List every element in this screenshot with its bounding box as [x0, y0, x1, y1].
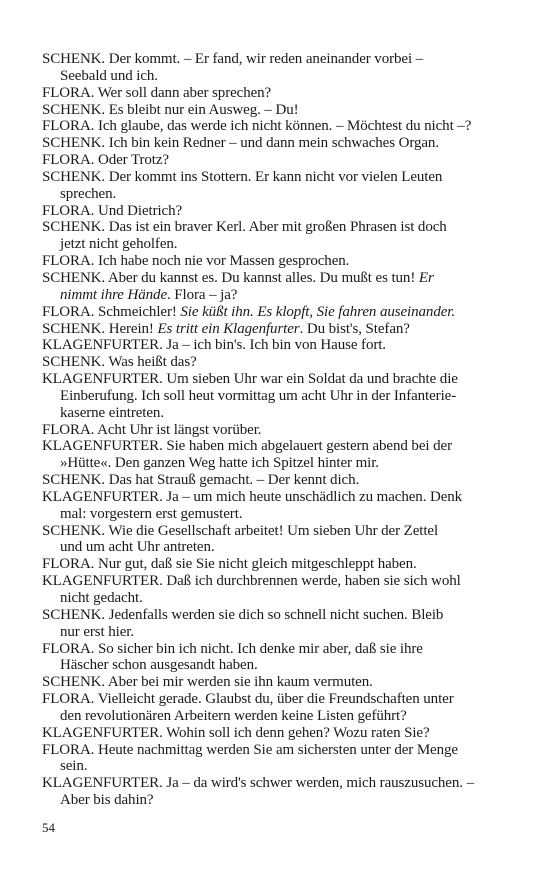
line-text: jetzt nicht geholfen.	[60, 236, 178, 253]
speech-line	[42, 641, 480, 658]
speech-line	[42, 691, 480, 708]
line-text: nicht gedacht.	[60, 590, 143, 606]
speech-line	[42, 607, 480, 624]
speech-line	[42, 304, 480, 321]
line-text: KLAGENFURTER. Um sieben Uhr war ein Soldat da und brachte die	[42, 371, 458, 388]
line-text: Aber bis dahin?	[60, 792, 154, 809]
line-text: FLORA. Ich glaube, das werde ich nicht können. – Möchtest du nicht –?	[42, 118, 472, 135]
line-text: FLORA. Wer soll dann aber sprechen?	[42, 84, 272, 101]
line-text: FLORA. Heute nachmittag werden Sie am sichersten unter der Menge	[42, 741, 458, 758]
line-text: sprechen.	[60, 185, 117, 202]
speech-line	[42, 135, 480, 152]
line-text: SCHENK. Wie die Gesellschaft arbeitet! Um sieben Uhr der Zettel	[42, 522, 439, 539]
line-text: »Hütte«. Den ganzen Weg hatte ich Spitzel hinter mir.	[60, 455, 379, 472]
stage-direction: Sie küßt ihn. Es klopft, Sie fahren auseinander.	[180, 303, 456, 320]
continuation-line	[42, 708, 480, 725]
line-text: nur erst hier.	[60, 623, 134, 640]
continuation-line	[42, 405, 480, 422]
speech-line	[42, 337, 480, 354]
speech-line	[42, 102, 480, 119]
continuation-line	[42, 624, 480, 641]
line-text: FLORA. So sicher bin ich nicht. Ich denke mir aber, daß sie ihre	[42, 640, 423, 657]
line-text: SCHENK. Das ist ein braver Kerl. Aber mit großen Phrasen ist doch	[42, 219, 447, 236]
continuation-line	[42, 539, 480, 556]
speech-line	[42, 556, 480, 573]
line-text: SCHENK. Es bleibt nur ein Ausweg. – Du!	[42, 101, 299, 118]
line-text: SCHENK. Der kommt. – Er fand, wir reden aneinander vorbei –	[42, 51, 424, 67]
speech-line	[42, 354, 480, 371]
continuation-line	[42, 590, 480, 607]
continuation-line	[42, 236, 480, 253]
continuation-line	[42, 287, 480, 304]
speech-line	[42, 51, 480, 68]
speech-line	[42, 152, 480, 169]
line-text: SCHENK. Was heißt das?	[42, 354, 197, 371]
speech-line	[42, 472, 480, 489]
continuation-line	[42, 455, 480, 472]
speech-line	[42, 674, 480, 691]
line-text: FLORA. Und Dietrich?	[42, 202, 183, 219]
speech-line	[42, 573, 480, 590]
continuation-line	[42, 186, 480, 203]
line-text: FLORA. Vielleicht gerade. Glaubst du, über die Freundschaften unter	[42, 691, 454, 708]
line-text: FLORA. Oder Trotz?	[42, 152, 169, 169]
line-text: und um acht Uhr antreten.	[60, 539, 215, 556]
speech-line	[42, 742, 480, 759]
speech-line	[42, 371, 480, 388]
speech-line	[42, 85, 480, 102]
line-text: Häscher schon ausgesandt haben.	[60, 657, 258, 674]
speech-line	[42, 725, 480, 742]
line-text: SCHENK. Aber bei mir werden sie ihn kaum vermuten.	[42, 674, 373, 691]
line-text: SCHENK. Der kommt ins Stottern. Er kann nicht vor vielen Leuten	[42, 168, 443, 185]
continuation-line	[42, 792, 480, 809]
continuation-line	[42, 657, 480, 674]
speech-line	[42, 438, 480, 455]
speech-line	[42, 253, 480, 270]
continuation-line	[42, 388, 480, 405]
line-text: KLAGENFURTER. Ja – um mich heute unschädlich zu machen. Denk	[42, 488, 463, 505]
speech-line	[42, 523, 480, 540]
line-text: mal: vorgestern erst gemustert.	[60, 505, 243, 522]
line-text: KLAGENFURTER. Sie haben mich abgelauert gestern abend bei der	[42, 438, 452, 455]
line-text: SCHENK. Herein!	[42, 320, 158, 337]
speech-line	[42, 118, 480, 135]
line-text: SCHENK. Ich bin kein Redner – und dann mein schwaches Organ.	[42, 135, 439, 152]
line-text: Seebald und ich.	[60, 67, 158, 84]
line-text: FLORA. Schmeichler!	[42, 303, 181, 320]
speech-line	[42, 321, 480, 338]
dialogue-text-block	[42, 51, 480, 809]
line-text: FLORA. Ich habe noch nie vor Massen gesprochen.	[42, 253, 350, 270]
continuation-line	[42, 68, 480, 85]
line-text: . Flora – ja?	[167, 286, 238, 303]
speech-line	[42, 489, 480, 506]
line-text: kaserne eintreten.	[60, 404, 164, 421]
line-text: KLAGENFURTER. Ja – da wird's schwer werden, mich rauszusuchen. –	[42, 775, 474, 792]
stage-direction: nimmt ihre Hände	[60, 286, 167, 303]
line-text: SCHENK. Aber du kannst es. Du kannst alles. Du mußt es tun!	[42, 269, 419, 286]
line-text: Einberufung. Ich soll heut vormittag um acht Uhr in der Infanterie-	[60, 387, 457, 404]
speech-line	[42, 775, 480, 792]
continuation-line	[42, 506, 480, 523]
speech-line	[42, 169, 480, 186]
line-text: den revolutionären Arbeitern werden keine Listen geführt?	[60, 707, 407, 724]
line-text: . Du bist's, Stefan?	[299, 320, 410, 337]
line-text: SCHENK. Das hat Strauß gemacht. – Der kennt dich.	[42, 472, 360, 489]
speech-line	[42, 422, 480, 439]
line-text: FLORA. Nur gut, daß sie Sie nicht gleich mitgeschleppt haben.	[42, 556, 417, 573]
speech-line	[42, 219, 480, 236]
line-text: sein.	[60, 758, 88, 775]
continuation-line	[42, 758, 480, 775]
line-text: KLAGENFURTER. Daß ich durchbrennen werde, haben sie sich wohl	[42, 573, 461, 590]
speech-line	[42, 270, 480, 287]
line-text: SCHENK. Jedenfalls werden sie dich so schnell nicht suchen. Bleib	[42, 606, 444, 623]
stage-direction: Er	[418, 269, 434, 286]
speech-line	[42, 203, 480, 220]
page-number: 54	[42, 820, 55, 835]
line-text: KLAGENFURTER. Ja – ich bin's. Ich bin von Hause fort.	[42, 337, 386, 354]
stage-direction: Es tritt ein Klagenfurter	[157, 320, 300, 337]
line-text: FLORA. Acht Uhr ist längst vorüber.	[42, 421, 262, 438]
line-text: KLAGENFURTER. Wohin soll ich denn gehen? Wozu raten Sie?	[42, 724, 430, 741]
